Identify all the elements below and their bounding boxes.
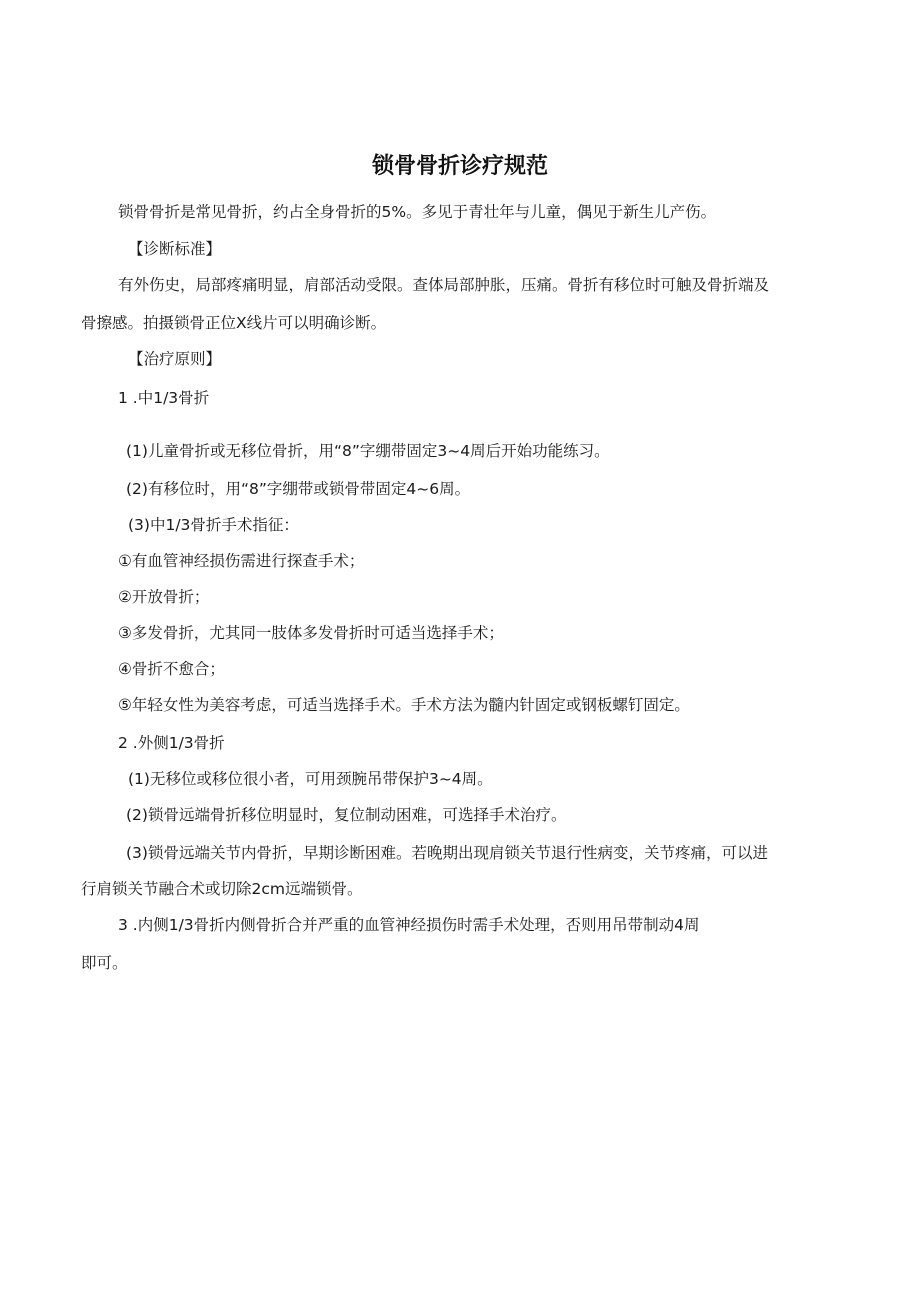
section-2-heading: 2 .外侧1/3骨折 xyxy=(118,734,225,752)
section-2-item-1: (1)无移位或移位很小者，可用颈腕吊带保护3~4周。 xyxy=(128,770,493,788)
section-1-heading: 1 .中1/3骨折 xyxy=(118,389,210,407)
indication-2: ②开放骨折； xyxy=(118,588,210,606)
intro-paragraph: 锁骨骨折是常见骨折，约占全身骨折的5%。多见于青壮年与儿童，偶见于新生儿产伤。 xyxy=(118,203,717,221)
indication-1: ①有血管神经损伤需进行探查手术； xyxy=(118,552,365,570)
indication-5: ⑤年轻女性为美容考虑，可适当选择手术。手术方法为髓内针固定或钢板螺钉固定。 xyxy=(118,696,690,714)
diagnosis-text-line-1: 有外伤史，局部疼痛明显，肩部活动受限。查体局部肿胀，压痛。骨折有移位时可触及骨折端及 xyxy=(118,276,770,294)
section-2-item-2: (2)锁骨远端骨折移位明显时，复位制动困难，可选择手术治疗。 xyxy=(126,806,567,824)
treatment-heading: 【治疗原则】 xyxy=(128,350,222,368)
indication-4: ④骨折不愈合； xyxy=(118,660,225,678)
indication-3: ③多发骨折，尤其同一肢体多发骨折时可适当选择手术； xyxy=(118,624,504,642)
section-1-item-1: (1)儿童骨折或无移位骨折，用“8”字绷带固定3~4周后开始功能练习。 xyxy=(126,442,610,460)
section-3-line-2: 即可。 xyxy=(81,954,128,972)
section-1-item-2: (2)有移位时，用“8”字绷带或锁骨带固定4~6周。 xyxy=(126,480,471,498)
section-3-line-1: 3 .内侧1/3骨折内侧骨折合并严重的血管神经损伤时需手术处理，否则用吊带制动4周 xyxy=(118,916,700,934)
document-title: 锁骨骨折诊疗规范 xyxy=(371,154,548,179)
section-2-item-3-line-2: 行肩锁关节融合术或切除2cm远端锁骨。 xyxy=(81,880,363,898)
diagnosis-text-line-2: 骨擦感。拍摄锁骨正位X线片可以明确诊断。 xyxy=(81,314,387,332)
diagnosis-heading: 【诊断标准】 xyxy=(128,240,222,258)
section-1-item-3: (3)中1/3骨折手术指征： xyxy=(128,516,299,534)
section-2-item-3-line-1: (3)锁骨远端关节内骨折，早期诊断困难。若晚期出现肩锁关节退行性病变，关节疼痛，可以进 xyxy=(126,844,768,862)
